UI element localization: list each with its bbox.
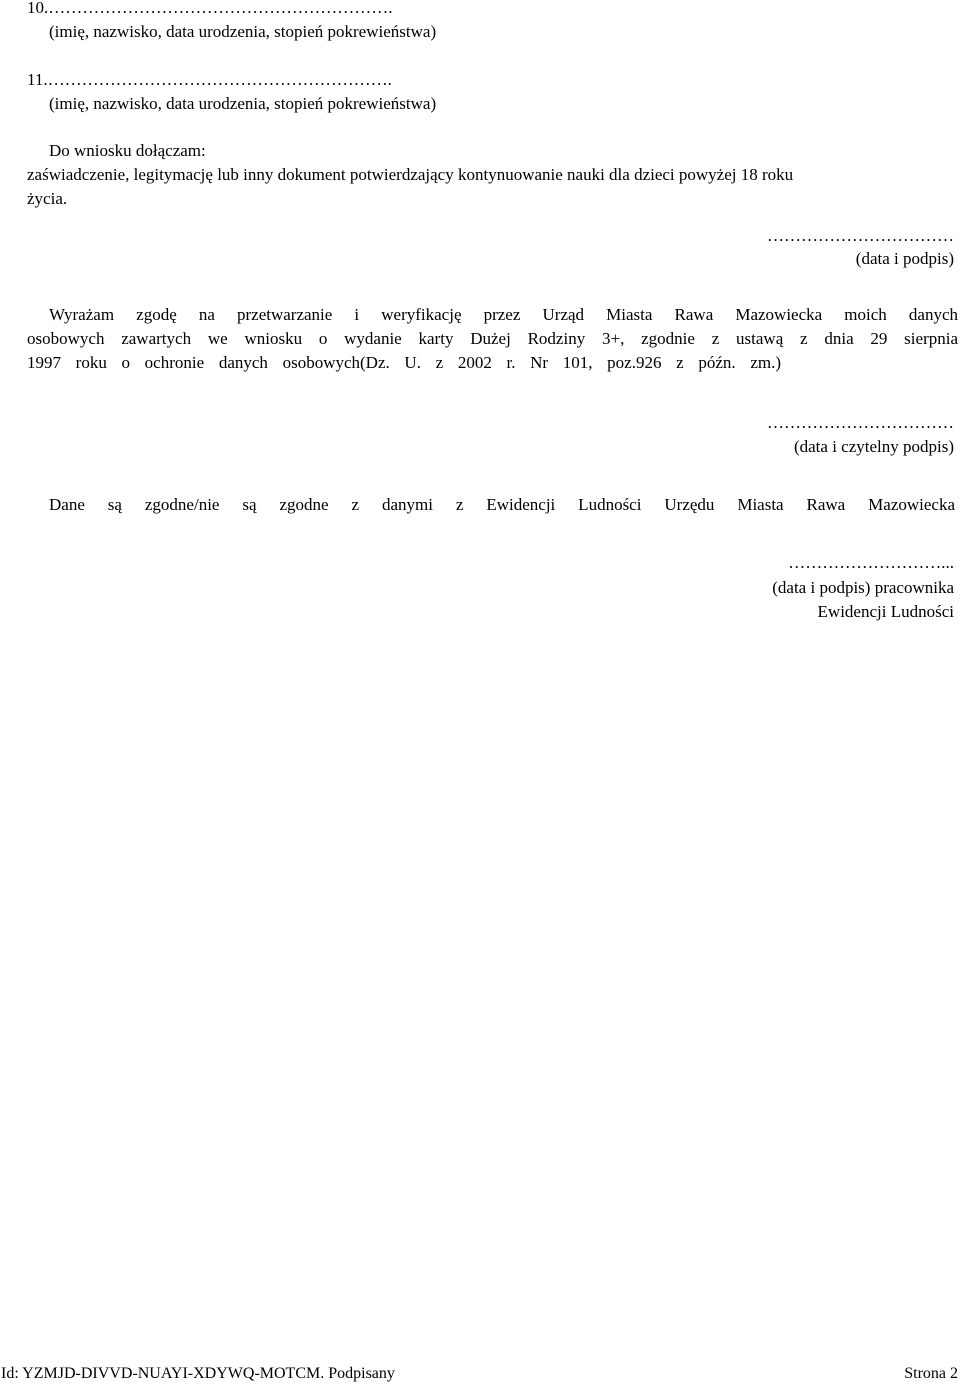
signature-2-label: (data i czytelny podpis) (793, 437, 954, 456)
signature-1-dots: …………………………… (767, 226, 954, 245)
signature-3-dots: ………………………... (788, 553, 954, 572)
footer-document-id: Id: YZMJD-DIVVD-NUAYI-XDYWQ-MOTCM. Podpisany (1, 1365, 395, 1382)
person-11-entry-line: 11.……………………………………………………. (27, 70, 392, 89)
signature-3-label-line-1: (data i podpis) pracownika (772, 578, 954, 597)
attachments-text-line-1: zaświadczenie, legitymację lub inny dokument potwierdzający kontynuowanie nauki dla dzieci powyżej 18 roku (27, 165, 794, 184)
signature-3-label-line-2: Ewidencji Ludności (817, 602, 954, 621)
consent-line-3: 1997 roku o ochronie danych osobowych(Dz. U. z 2002 r. Nr 101, poz.926 z późn. zm.) (27, 353, 781, 372)
footer-page-number: Strona 2 (904, 1365, 958, 1382)
person-10-caption: (imię, nazwisko, data urodzenia, stopień pokrewieństwa) (49, 22, 437, 41)
person-10-entry-line: 10.……………………………………………………. (27, 0, 393, 17)
signature-2-dots: …………………………… (767, 413, 954, 432)
attachments-heading: Do wniosku dołączam: (49, 141, 206, 160)
attachments-text-line-2: życia. (27, 189, 68, 208)
verification-text: Dane są zgodne/nie są zgodne z danymi z Ewidencji Ludności Urzędu Miasta Rawa Mazowiecka (49, 495, 955, 514)
person-11-caption: (imię, nazwisko, data urodzenia, stopień pokrewieństwa) (49, 94, 437, 113)
consent-line-2: osobowych zawartych we wniosku o wydanie karty Dużej Rodziny 3+, zgodnie z ustawą z dnia 29 sierpnia (27, 329, 958, 348)
consent-line-1: Wyrażam zgodę na przetwarzanie i weryfikację przez Urząd Miasta Rawa Mazowiecka moich danych (49, 305, 958, 324)
signature-1-label: (data i podpis) (855, 249, 954, 268)
